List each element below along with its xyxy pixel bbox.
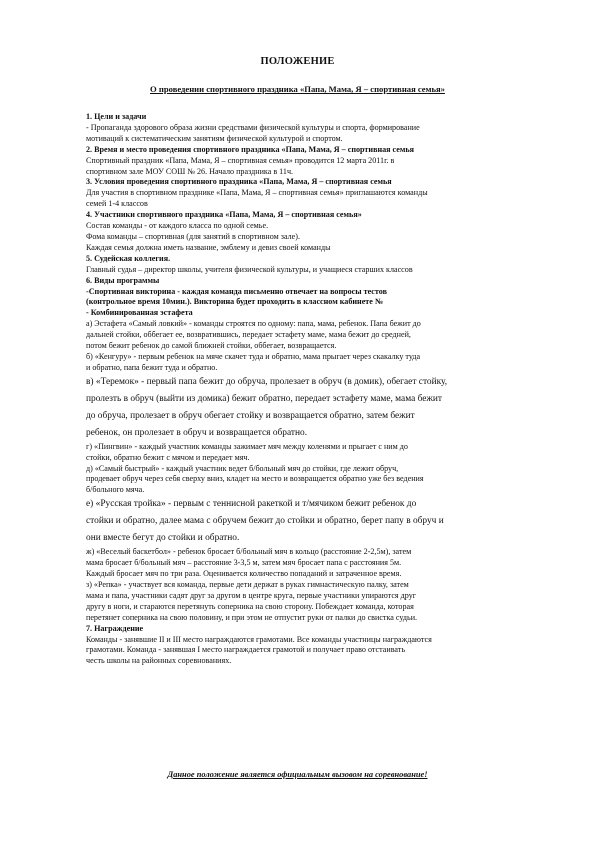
paragraph-line: в) «Теремок» - первый папа бежит до обруча, пролезает в обруч (в домик), обегает стойку, [86,376,448,387]
paragraph-line: Для участия в спортивном празднике «Папа, Мама, Я – спортивная семья» приглашаются команды [86,188,428,198]
paragraph-line: мотиваций к систематическим занятиям физической культурой и спортом. [86,133,343,143]
paragraph-line: честь школы на районных соревнованиях. [86,656,232,666]
section-heading: -Спортивная викторина - каждая команда письменно отвечает на вопросы тестов [86,286,387,296]
paragraph-line: мама бросает б/больный мяч – расстояние 3-3,5 м, затем мяч бросает папа с расстояния 5м. [86,558,402,568]
section-heading: 1. Цели и задачи [86,112,147,121]
paragraph-line: до обруча, пролезает в обруч обегает стойку и возвращается обратно, затем бежит [86,410,415,421]
paragraph-line: Спортивный праздник «Папа, Мама, Я – спортивная семья» проводится 12 марта 2011г. в [86,155,395,165]
paragraph-line: ребенок, он пролезает в обруч и возвращается обратно. [86,427,308,438]
section-heading: 2. Время и место проведения спортивного праздника «Папа, Мама, Я – спортивная семья [86,144,415,154]
document-body [86,112,526,667]
paragraph-line: дальней стойки, оббегает ее, возвратившись, передает эстафету маме, мама бежит до средней, [86,330,411,340]
paragraph-line: Состав команды - от каждого класса по одной семье. [86,221,269,231]
paragraph-line: мама и папа, участники садят друг за другом в центре круга, первые участники упираются друг [86,590,417,600]
section-heading: 7. Награждение [86,623,144,633]
section-heading: 4. Участники спортивного праздника «Папа, Мама, Я – спортивная семья» [86,210,362,220]
paragraph-line: Фома команды – спортивная (для занятий в спортивном зале). [86,231,300,241]
paragraph-line: пролезть в обруч (выйти из домика) бежит обратно, передает эстафету маме, мама бежит [86,393,442,404]
paragraph-line: а) Эстафета «Самый ловкий» - команды строятся по одному: папа, мама, ребенок. Папа бежит до [86,319,421,329]
paragraph-line: грамотами. Команда - занявшая I место награждается грамотой и получает право отстаивать [86,645,406,655]
section-heading: (контрольное время 10мин.). Викторина будет проходить в классном кабинете № [86,297,384,307]
paragraph-line: другу в ноги, и стараются перетянуть соперника на свою сторону. Побеждает команда, которая [86,601,414,611]
section-heading: 5. Судейская коллегия. [86,253,171,263]
paragraph-line: Команды - занявшие II и III место награждаются грамотами. Все команды участницы награждаются [86,634,432,644]
paragraph-line: Каждая семья должна иметь название, эмблему и девиз своей команды [86,242,331,252]
paragraph-line: - Пропаганда здорового образа жизни средствами физической культуры и спорта, формирование [86,122,420,132]
paragraph-line: ж) «Веселый баскетбол» - ребенок бросает б/больный мяч в кольцо (расстояние 2-2,5м), затем [86,547,412,557]
paragraph-line: продевает обруч через себя сверху вниз, кладет на место и возвращается обратно уже без ведения [86,474,424,484]
paragraph-line: д) «Самый быстрый» - каждый участник ведет б/больный мяч до стойки, где лежит обруч, [86,463,399,473]
paragraph-line: г) «Пингвин» - каждый участник команды зажимает мяч между коленями и прыгает с ним до [86,441,408,451]
paragraph-line: б) «Кенгуру» - первым ребенок на мяче скачет туда и обратно, мама прыгает через скакалку туда [86,351,421,361]
paragraph-line: и обратно, папа бежит туда и обратно. [86,362,218,372]
section-heading: 6. Виды программы [86,275,160,285]
section-heading: - Комбинированная эстафета [86,308,193,318]
closing-statement: Данное положение является официальным вызовом на соревнование! [167,770,428,779]
paragraph-line: стойки и обратно, далее мама с обручем бежит до стойки и обратно, берет папу в обруч и [86,516,444,527]
paragraph-line: потом бежит ребенок до самой ближней стойки, оббегает, возвращается. [86,341,337,351]
paragraph-line: спортивном зале МОУ СОШ № 26. Начало праздника в 11ч. [86,166,294,176]
paragraph-line: Главный судья – директор школы, учителя физической культуры, и учащиеся старших классов [86,264,413,274]
page-subtitle: О проведении спортивного праздника «Папа, Мама, Я – спортивная семья» [150,84,445,94]
paragraph-line: стойки, обратно бежит с мячом и передает мяч. [86,452,250,462]
page-title: ПОЛОЖЕНИЕ [260,56,335,67]
paragraph-line: Каждый бросает мяч по три раза. Оценивается количество попаданий и затраченное время. [86,569,402,579]
paragraph-line: они вместе бегут до стойки и обратно. [86,533,240,544]
paragraph-line: з) «Репка» - участвует вся команда, первые дети держат в руках гимнастическую палку, затем [86,580,409,589]
section-heading: 3. Условия проведения спортивного праздника «Папа, Мама, Я – спортивная семья [86,177,392,187]
paragraph-line: семей 1-4 классов [86,199,148,209]
paragraph-line: е) «Русская тройка» - первым с теннисной ракеткой и т/мячиком бежит ребенок до [86,499,417,510]
paragraph-line: б/больного мяча. [86,485,145,495]
paragraph-line: перетянет соперника на свою половину, и при этом не отпустит руки от палки до свистка судьи. [86,612,418,622]
